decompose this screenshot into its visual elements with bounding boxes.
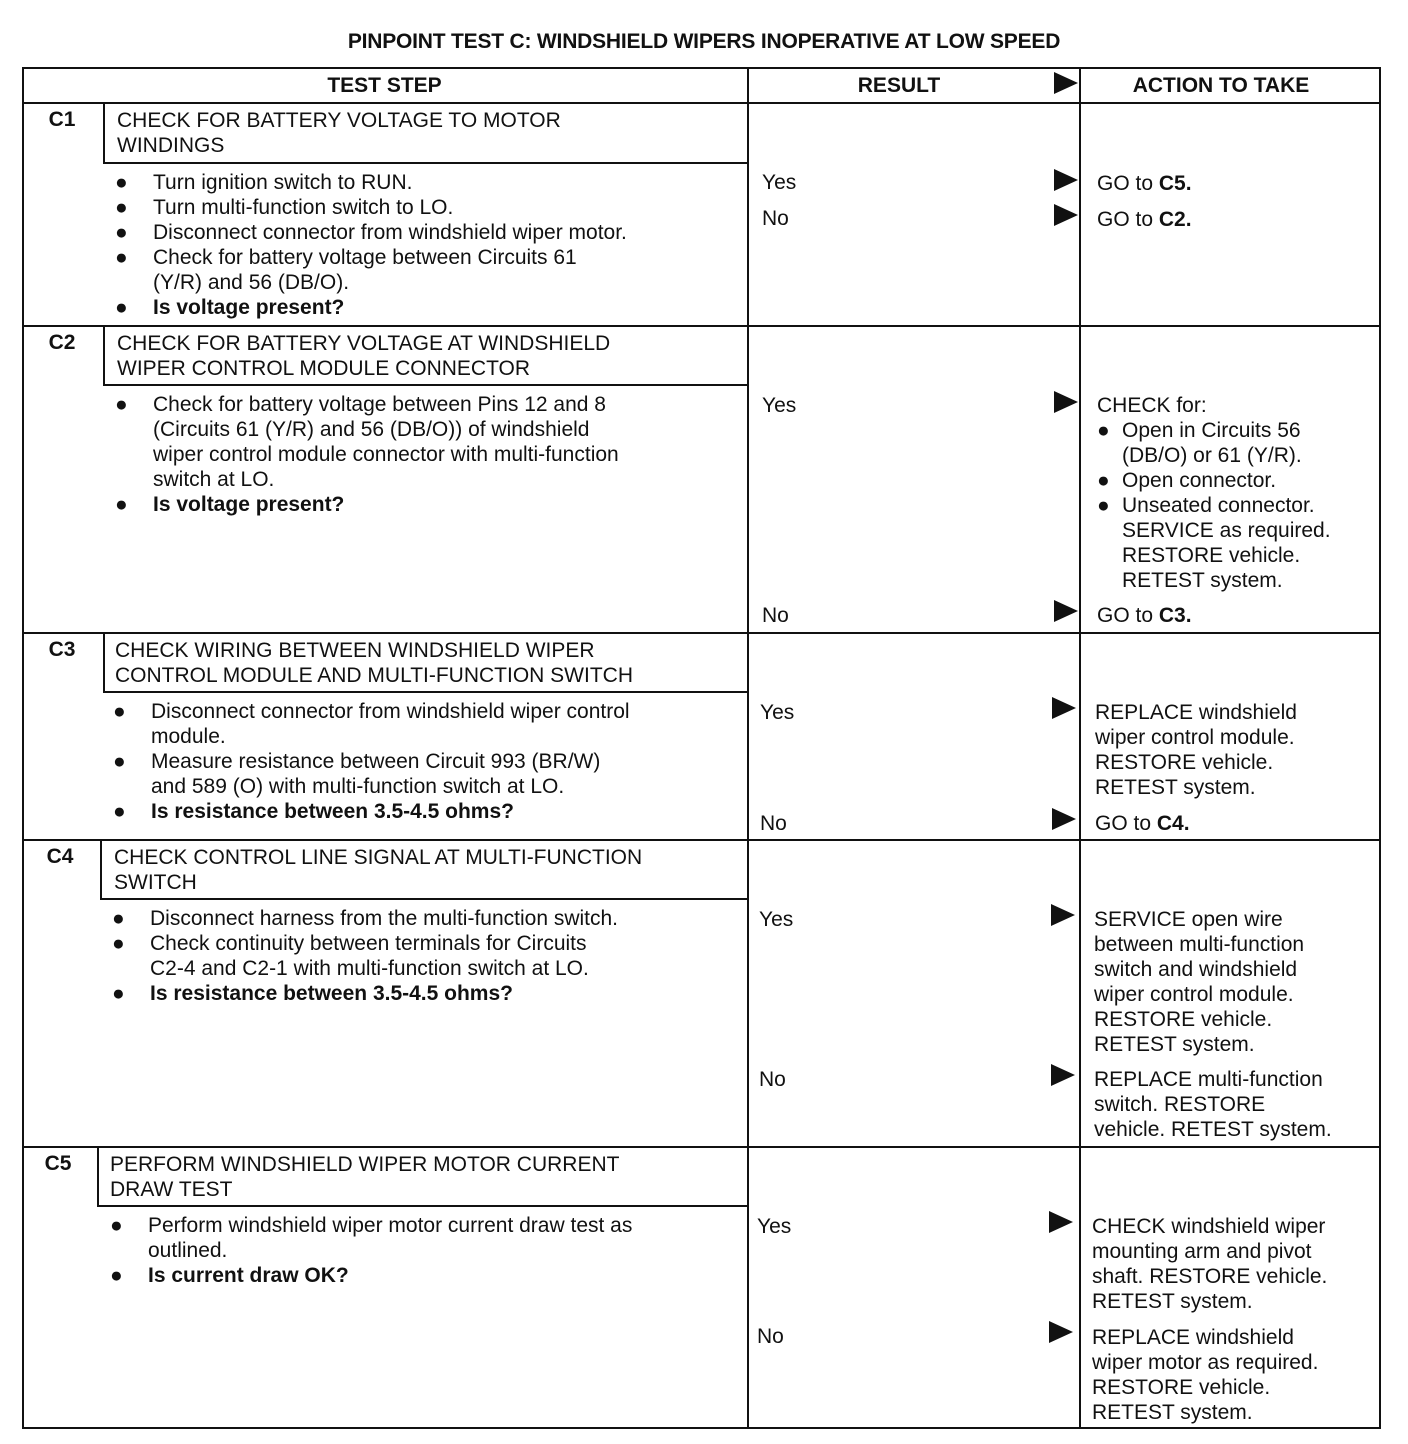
arrow-icon <box>1051 1064 1075 1086</box>
list-item: ● Is resistance between 3.5-4.5 ohms? <box>113 800 514 823</box>
step-title-divider <box>103 162 747 164</box>
list-item: ● Unseated connector. SERVICE as required. RESTORE vehicle. RETEST system. <box>1097 494 1331 592</box>
list-item: ● Is current draw OK? <box>110 1264 349 1287</box>
result-no: No <box>760 812 787 835</box>
list-item: ● Disconnect harness from the multi-function switch. <box>112 907 619 930</box>
action-text: GO to C4. <box>1095 812 1190 835</box>
arrow-icon <box>1054 204 1078 226</box>
list-item: ● Is resistance between 3.5-4.5 ohms? <box>112 982 513 1005</box>
arrow-icon <box>1052 808 1076 830</box>
arrow-icon <box>1054 391 1078 413</box>
action-text: REPLACE multi-function switch. RESTORE vehicle. RETEST system. <box>1094 1068 1332 1141</box>
row-divider <box>22 632 1381 634</box>
step-id: C5 <box>44 1152 72 1175</box>
row-divider <box>22 1146 1381 1148</box>
list-item: ● Disconnect connector from windshield wiper control module. <box>113 700 630 748</box>
list-item: ● Measure resistance between Circuit 993 (BR/W) and 589 (O) with multi-function switch at LO. <box>113 750 601 798</box>
arrow-icon <box>1054 72 1078 94</box>
result-no: No <box>759 1068 786 1091</box>
list-item: ● Is voltage present? <box>115 296 345 319</box>
action-text: CHECK for: <box>1097 394 1207 417</box>
step-id: C2 <box>48 331 76 354</box>
arrow-icon <box>1051 904 1075 926</box>
list-item: ● Check for battery voltage between Pins 12 and 8 (Circuits 61 (Y/R) and 56 (DB/O)) of windshield wiper control module connector with multi-function switch at LO. <box>115 393 619 491</box>
step-id-divider <box>97 1148 99 1207</box>
action-text: CHECK windshield wiper mounting arm and pivot shaft. RESTORE vehicle. RETEST system. <box>1092 1215 1328 1313</box>
result-yes: Yes <box>760 701 795 724</box>
header-divider <box>22 102 1381 104</box>
action-text: REPLACE windshield wiper control module. RESTORE vehicle. RETEST system. <box>1095 701 1297 799</box>
result-no: No <box>757 1325 784 1348</box>
page-title: PINPOINT TEST C: WINDSHIELD WIPERS INOPERATIVE AT LOW SPEED <box>347 30 1061 53</box>
list-item: ● Open in Circuits 56 (DB/O) or 61 (Y/R). <box>1097 419 1302 467</box>
step-title-divider <box>100 898 747 900</box>
column-divider <box>747 67 749 1429</box>
step-title: PERFORM WINDSHIELD WIPER MOTOR CURRENT DRAW TEST <box>110 1153 620 1201</box>
result-yes: Yes <box>762 394 797 417</box>
header-action: ACTION TO TAKE <box>1132 74 1310 97</box>
result-yes: Yes <box>762 171 797 194</box>
list-item: ● Check continuity between terminals for Circuits C2-4 and C2-1 with multi-function switch at LO. <box>112 932 589 980</box>
result-yes: Yes <box>757 1215 792 1238</box>
arrow-icon <box>1054 169 1078 191</box>
list-item: ● Turn ignition switch to RUN. <box>115 171 413 194</box>
step-id: C3 <box>48 638 76 661</box>
column-divider <box>1079 67 1081 1429</box>
step-title-divider <box>103 384 747 386</box>
row-divider <box>22 325 1381 327</box>
arrow-icon <box>1049 1211 1073 1233</box>
step-title: CHECK CONTROL LINE SIGNAL AT MULTI-FUNCTION SWITCH <box>114 846 643 894</box>
header-test-step: TEST STEP <box>327 74 442 97</box>
step-title: CHECK FOR BATTERY VOLTAGE TO MOTOR WINDINGS <box>117 109 561 157</box>
arrow-icon <box>1052 697 1076 719</box>
step-id-divider <box>100 841 102 900</box>
row-divider <box>22 839 1381 841</box>
arrow-icon <box>1054 600 1078 622</box>
result-no: No <box>762 207 789 230</box>
step-title-divider <box>103 691 747 693</box>
list-item: ● Open connector. <box>1097 469 1277 492</box>
step-id-divider <box>103 104 105 164</box>
list-item: ● Disconnect connector from windshield wiper motor. <box>115 221 627 244</box>
action-text: GO to C3. <box>1097 604 1192 627</box>
action-text: SERVICE open wire between multi-function switch and windshield wiper control module. RESTORE vehicle. RETEST system. <box>1094 908 1305 1056</box>
list-item: ● Turn multi-function switch to LO. <box>115 196 454 219</box>
header-result: RESULT <box>857 74 941 97</box>
step-id: C1 <box>48 108 76 131</box>
step-id-divider <box>103 327 105 386</box>
result-no: No <box>762 604 789 627</box>
list-item: ● Check for battery voltage between Circuits 61 (Y/R) and 56 (DB/O). <box>115 246 577 294</box>
action-text: GO to C2. <box>1097 208 1192 231</box>
step-title: CHECK FOR BATTERY VOLTAGE AT WINDSHIELD WIPER CONTROL MODULE CONNECTOR <box>117 332 611 380</box>
action-text: GO to C5. <box>1097 172 1192 195</box>
step-title: CHECK WIRING BETWEEN WINDSHIELD WIPER CONTROL MODULE AND MULTI-FUNCTION SWITCH <box>115 639 633 687</box>
arrow-icon <box>1049 1321 1073 1343</box>
step-id-divider <box>103 634 105 693</box>
result-yes: Yes <box>759 908 794 931</box>
step-id: C4 <box>46 845 74 868</box>
step-title-divider <box>97 1205 747 1207</box>
list-item: ● Is voltage present? <box>115 493 345 516</box>
action-text: REPLACE windshield wiper motor as required. RESTORE vehicle. RETEST system. <box>1092 1326 1319 1424</box>
list-item: ● Perform windshield wiper motor current draw test as outlined. <box>110 1214 633 1262</box>
